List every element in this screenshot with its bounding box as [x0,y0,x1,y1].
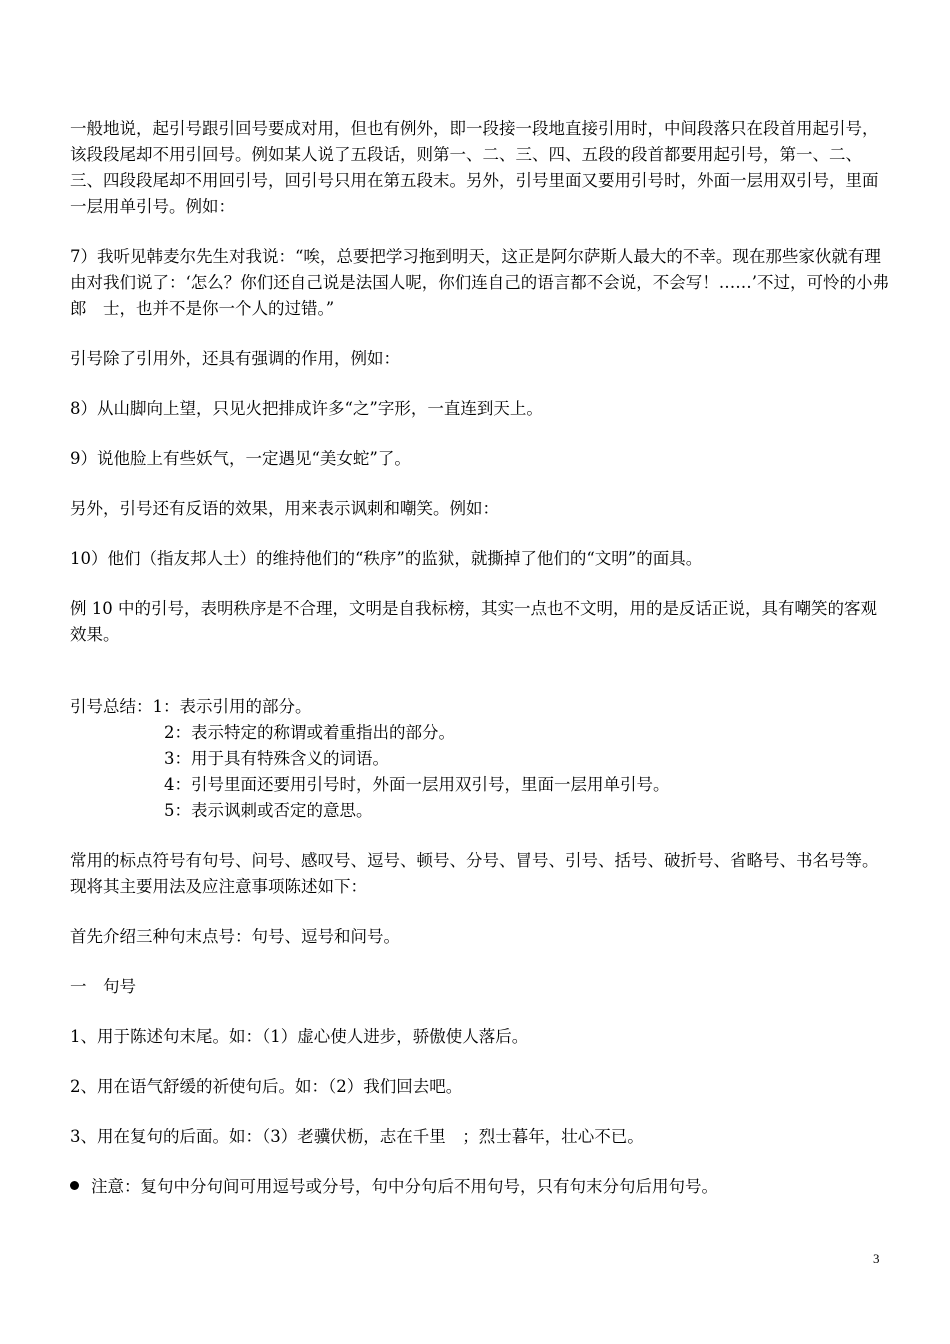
quote-summary [70,694,892,824]
note-text: 注意：复句中分句间可用逗号或分号，句中分句后不用句号，只有句末分句后用句号。 [91,1177,718,1196]
section-heading-period: 一 句号 [70,977,136,996]
note-item [70,1174,892,1200]
example-8: 8）从山脚向上望，只见火把排成许多“之”字形，一直连到天上。 [70,399,543,418]
paragraph-example-10-explanation: 例 10 中的引号，表明秩序是不合理，文明是自我标榜，其实一点也不文明，用的是反话正说，具有嘲笑的客观效果。 [70,599,877,644]
paragraph-sentence-end-marks: 首先介绍三种句末点号：句号、逗号和问号。 [70,927,400,946]
example-10: 10）他们（指友邦人士）的维持他们的“秩序”的监狱，就撕掉了他们的“文明”的面具。 [70,549,703,568]
bullet-icon [70,1181,79,1190]
period-rule-2: 2、用在语气舒缓的祈使句后。如：（2）我们回去吧。 [70,1077,463,1096]
example-7: 7）我听见韩麦尔先生对我说：“唉，总要把学习拖到明天，这正是阿尔萨斯人最大的不幸。现在那些家伙就有理 由对我们说了：‘怎么？你们还自己说是法国人呢，你们连自己的语言都不会说，不会写！……’不过，可怜的小弗郎 士，也并不是你一个人的过错。” [70,247,898,318]
paragraph-common-punctuation: 常用的标点符号有句号、问号、感叹号、逗号、顿号、分号、冒号、引号、括号、破折号、省略号、书名号等。现将其主要用法及应注意事项陈述如下： [70,851,879,896]
quote-summary-item: 4：引号里面还要用引号时，外面一层用双引号，里面一层用单引号。 [164,775,670,794]
period-rule-3: 3、用在复句的后面。如：（3）老骥伏枥，志在千里 ；烈士暮年，壮心不已。 [70,1127,644,1146]
page-number: 3 [873,1251,880,1266]
quote-summary-item: 2：表示特定的称谓或着重指出的部分。 [164,723,455,742]
quote-summary-item: 5：表示讽刺或否定的意思。 [164,801,373,820]
example-9: 9）说他脸上有些妖气，一定遇见“美女蛇”了。 [70,449,411,468]
period-rule-1: 1、用于陈述句末尾。如：（1）虚心使人进步，骄傲使人落后。 [70,1027,529,1046]
paragraph-emphasis-intro: 引号除了引用外，还具有强调的作用，例如： [70,349,400,368]
quote-summary-head: 引号总结：1：表示引用的部分。 [70,697,312,716]
paragraph-quote-pairing: 一般地说，起引号跟引回号要成对用，但也有例外，即一段接一段地直接引用时，中间段落只在段首用起引号，该段段尾却不用引回号。例如某人说了五段话，则第一、二、三、四、五段的段首都要用起引号，第一、二、三、四段段尾却不用回引号，回引号只用在第五段末。另外，引号里面又要用引号时，外面一层用双引号，里面一层用单引号。例如： [70,119,879,216]
document-body [70,116,898,1224]
paragraph-irony-intro: 另外，引号还有反语的效果，用来表示讽刺和嘲笑。例如： [70,499,499,518]
quote-summary-item: 3：用于具有特殊含义的词语。 [164,749,389,768]
